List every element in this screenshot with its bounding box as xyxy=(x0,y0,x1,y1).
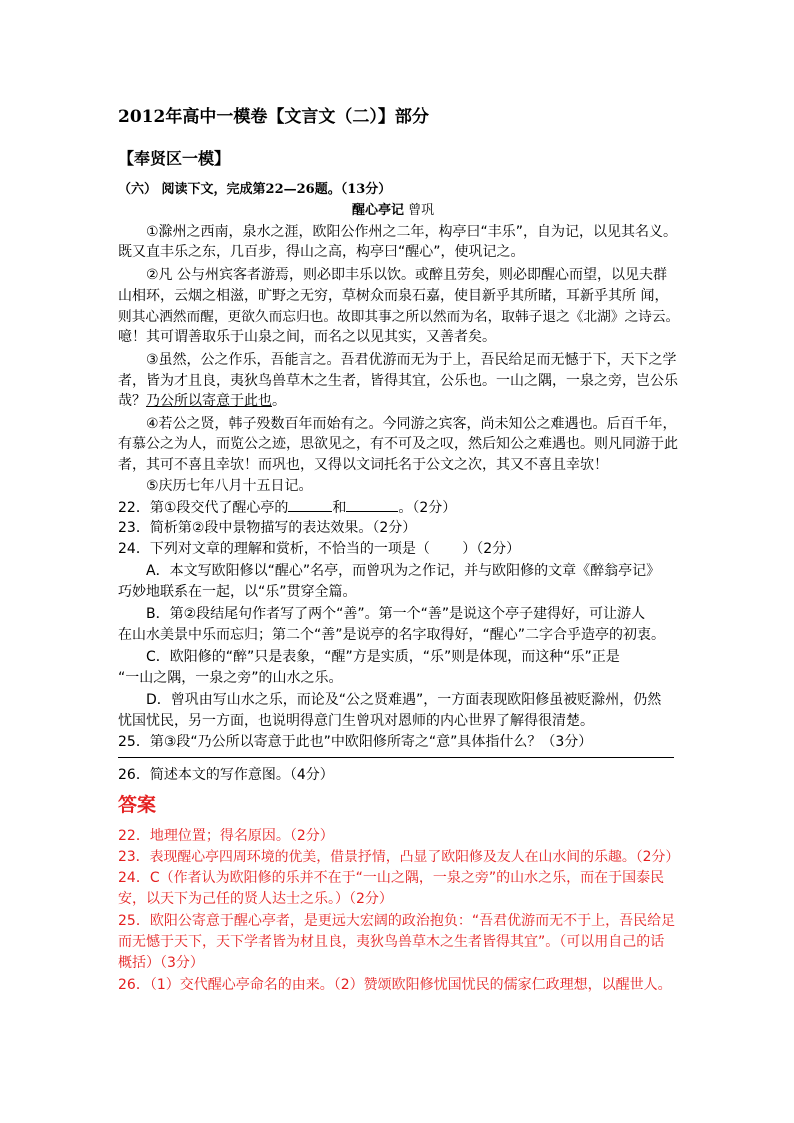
question-22 xyxy=(118,497,678,518)
paragraph-3-line-1: ③虽然，公之作乐，吾能言之。吾君优游而无为于上，吾民给足而无憾于下，天下之学 xyxy=(146,352,677,368)
paragraph-3-line-2: 者，皆为才且良，夷狄鸟兽草木之生者，皆得其宜，公乐也。一山之隅，一泉之旁，岂公乐 xyxy=(118,373,678,389)
essay-title: 醒心亭记 xyxy=(352,203,405,218)
page-title: 2012年高中一模卷【文言文（二）】部分 xyxy=(118,107,429,127)
question-instruction: （六） 阅读下文，完成第22—26题。（13分） xyxy=(118,182,392,197)
option-c-line-2: “一山之隅，一泉之旁”的山水之乐。 xyxy=(118,670,343,686)
answer-25-line-3: 概括）（3分） xyxy=(118,955,204,971)
option-d-line-2: 忧国忧民，另一方面，也说明得意门生曾巩对恩师的内心世界了解得很清楚。 xyxy=(118,713,594,729)
answer-24-line-1: 24．C（作者认为欧阳修的乐并不在于“一山之隅，一泉之旁”的山水之乐，而在于国泰民 xyxy=(118,870,665,886)
answer-26: 26．（1）交代醒心亭命名的由来。（2）赞颂欧阳修忧国忧民的儒家仁政理想，以醒世人。 xyxy=(118,977,672,993)
question-22-text: 22．第①段交代了醒心亭的 xyxy=(118,500,289,516)
paragraph-3-text: 哉？ xyxy=(118,393,146,409)
paragraph-1-line-1: ①滁州之西南，泉水之涯，欧阳公作州之二年，构亭曰“丰乐”，自为记，以见其名义。 xyxy=(146,224,678,240)
answer-blank-1[interactable] xyxy=(288,497,332,512)
answer-heading: 答案 xyxy=(118,794,157,816)
paragraph-4-line-2: 有慕公之为人，而览公之迹，思欲见之，有不可及之叹，然后知公之难遇也。则凡同游于此 xyxy=(118,436,678,452)
answer-23: 23．表现醒心亭四周环境的优美，借景抒情，凸显了欧阳修及友人在山水间的乐趣。（2分） xyxy=(118,849,680,865)
underlined-phrase: 乃公所以寄意于此也 xyxy=(146,393,272,409)
paragraph-4-line-1: ④若公之贤，韩子殁数百年而始有之。今同游之宾客，尚未知公之难遇也。后百千年， xyxy=(146,416,677,432)
divider-line xyxy=(118,757,674,758)
option-c-line-1: C．欧阳修的“醉”只是表象，“醒”方是实质，“乐”则是体现，而这种“乐”正是 xyxy=(146,649,620,665)
paragraph-2-line-2: 山相环，云烟之相滋，旷野之无穷，草树众而泉石嘉，使目新乎其所睹，耳新乎其所 闻， xyxy=(118,288,669,304)
paragraph-2-line-3: 则其心洒然而醒，更欲久而忘归也。故即其事之所以然而为名，取韩子退之《北湖》之诗云。 xyxy=(118,309,680,325)
answer-25-line-1: 25．欧阳公寄意于醒心亭者，是更远大宏阔的政治抱负：“吾君优游而无不于上，吾民给足 xyxy=(118,913,676,929)
answer-25-line-2: 而无憾于天下，天下学者皆为材且良，夷狄鸟兽草木之生者皆得其宜”。（可以用自己的话 xyxy=(118,934,665,950)
paragraph-2-line-4: 噫！其可谓善取乐于山泉之间，而名之以见其实，又善者矣。 xyxy=(118,329,496,345)
question-25: 25．第③段“乃公所以寄意于此也”中欧阳修所寄之“意”具体指什么？（3分） xyxy=(118,734,593,750)
answer-22: 22．地理位置；得名原因。（2分） xyxy=(118,828,334,844)
option-d-line-1: D．曾巩由写山水之乐，而论及“公之贤难遇”，一方面表现欧阳修虽被贬滁州，仍然 xyxy=(146,692,662,708)
paragraph-3-end: 。 xyxy=(272,393,286,409)
option-b-line-2: 在山水美景中乐而忘归；第二个“善”是说亭的名字取得好，“醒心”二字合乎造亭的初衷。 xyxy=(118,627,666,643)
question-23: 23．简析第②段中景物描写的表达效果。（2分） xyxy=(118,520,417,536)
option-b-line-1: B．第②段结尾句作者写了两个“善”。第一个“善”是说这个亭子建得好，可让游人 xyxy=(146,606,646,622)
paragraph-1-line-2: 既又直丰乐之东，几百步，得山之高，构亭曰“醒心”，使巩记之。 xyxy=(118,244,525,260)
question-22-score: 。（2分） xyxy=(398,500,457,516)
paragraph-4-line-3: 者，其可不喜且幸欤！而巩也，又得以文词托名于公文之次，其又不喜且幸欤！ xyxy=(118,457,608,473)
essay-author: 曾巩 xyxy=(408,203,435,218)
option-a-line-1: A．本文写欧阳修以“醒心”名亭，而曾巩为之作记，并与欧阳修的文章《醉翁亭记》 xyxy=(146,563,661,579)
answer-24-line-2: 安，以天下为己任的贤人达士之乐。）（2分） xyxy=(118,891,393,907)
paragraph-2-line-1: ②凡 公与州宾客者游焉，则必即丰乐以饮。或醉且劳矣，则必即醒心而望，以见夫群 xyxy=(146,267,667,283)
section-heading: 【奉贤区一模】 xyxy=(118,149,231,168)
option-a-line-2: 巧妙地联系在一起，以“乐”贯穿全篇。 xyxy=(118,584,357,600)
paragraph-3-line-3 xyxy=(118,391,678,411)
question-24: 24．下列对文章的理解和赏析，不恰当的一项是（ ）（2分） xyxy=(118,541,521,557)
question-22-conj: 和 xyxy=(332,500,347,516)
question-26: 26．简述本文的写作意图。（4分） xyxy=(118,767,334,783)
paragraph-5: ⑤庆历七年八月十五日记。 xyxy=(146,478,313,494)
essay-title-line xyxy=(352,201,552,221)
answer-blank-2[interactable] xyxy=(346,497,398,512)
